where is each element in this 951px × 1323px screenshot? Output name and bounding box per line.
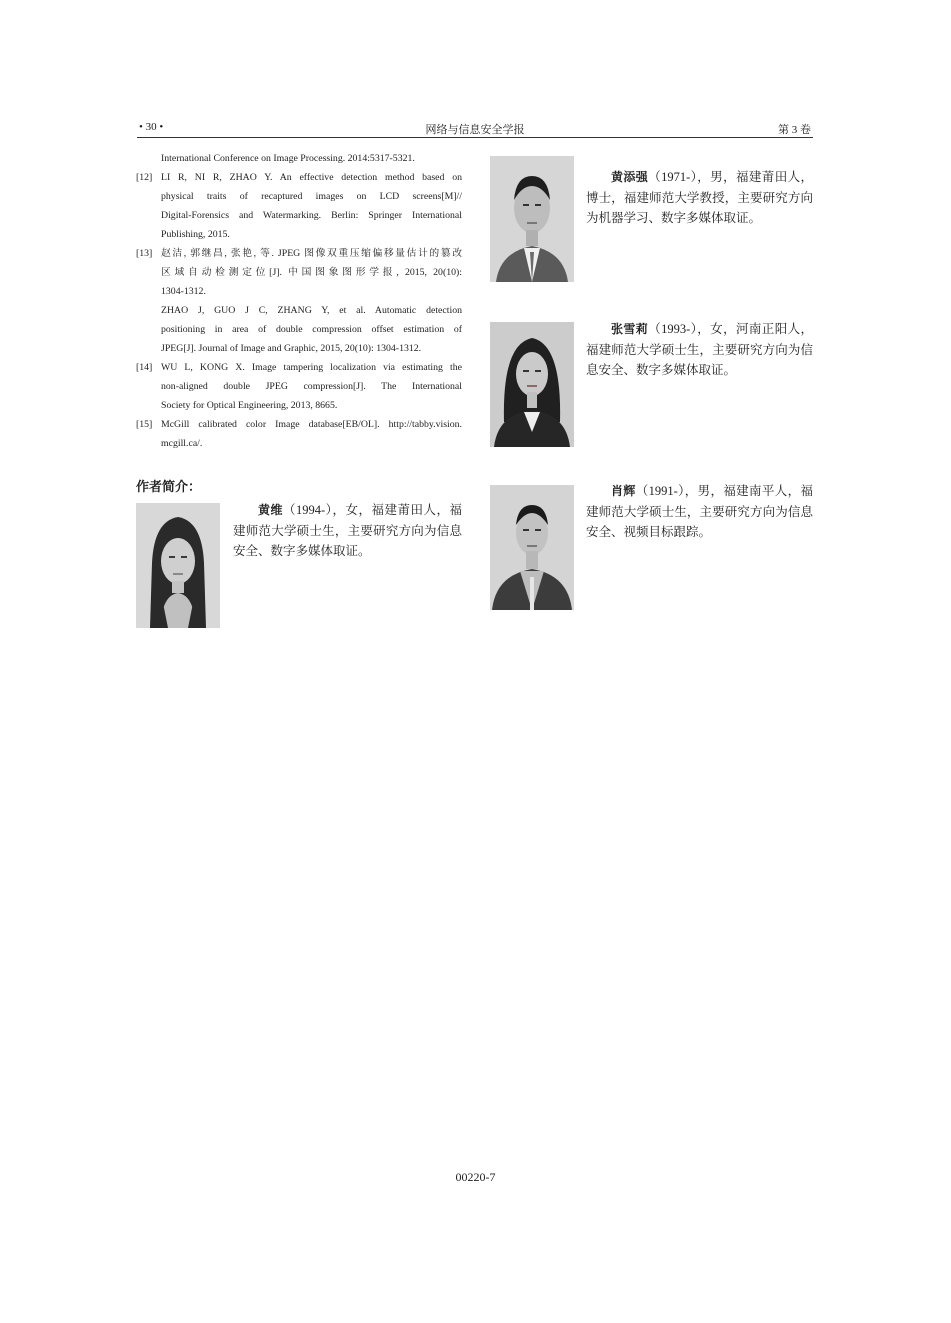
reference-line: Publishing, 2015. [161,229,230,240]
reference-line: JPEG[J]. Journal of Image and Graphic, 2015, 20(10): 1304-1312. [161,343,422,354]
reference-item [136,415,462,453]
author-photo [490,485,574,610]
journal-title: 网络与信息安全学报 [425,124,525,136]
references-list [136,149,462,453]
running-header [137,118,813,138]
reference-number: [12] [136,172,153,183]
reference-line: 赵洁, 郭继昌, 张艳, 等. JPEG 图像双重压缩偏移量估计的篡改 [161,248,462,259]
author-bio [586,319,813,381]
author-name: 张雪莉 [611,322,649,336]
reference-line: positioning in area of double compression offset estimation of [161,324,462,335]
reference-line: International Conference on Image Processing. 2014:5317-5321. [161,153,415,164]
reference-number: [13] [136,248,153,259]
reference-line: 1304-1312. [161,286,206,297]
reference-line: non-aligned double JPEG compression[J]. The International [161,381,462,392]
reference-item [136,358,462,415]
reference-item [136,244,462,358]
reference-line: Digital-Forensics and Watermarking. Berlin: Springer International [161,210,462,221]
author-bio [233,500,462,562]
reference-line: LI R, NI R, ZHAO Y. An effective detection method based on [161,172,462,183]
reference-line: physical traits of recaptured images on LCD screens[M]// [161,191,462,202]
reference-line: WU L, KONG X. Image tampering localization via estimating the [161,362,462,373]
reference-line: Society for Optical Engineering, 2013, 8665. [161,400,338,411]
author-photo [490,156,574,282]
reference-line: mcgill.ca/. [161,438,203,449]
author-description: （1994-），女，福建莆田人，福建师范大学硕士生，主要研究方向为信息安全、数字多媒体取证。 [233,503,462,558]
reference-line: 区域自动检测定位[J]. 中国图象图形学报, 2015, 20(10): [161,267,462,278]
page-number: • 30 • [139,121,164,133]
reference-item [136,149,462,168]
author-description: （1971-），男，福建莆田人，博士，福建师范大学教授，主要研究方向为机器学习、数字多媒体取证。 [586,170,813,225]
reference-number: [15] [136,419,153,430]
reference-item [136,168,462,244]
page-footer: 00220-7 [455,1170,496,1184]
author-photo [136,503,220,628]
authors-section-title: 作者简介： [136,480,202,495]
reference-line: McGill calibrated color Image database[EB/OL]. http://tabby.vision. [161,419,462,430]
author-bio [586,167,813,229]
author-name: 肖辉 [611,484,636,498]
author-name: 黄添强 [611,170,649,184]
author-name: 黄维 [258,503,284,517]
reference-line: ZHAO J, GUO J C, ZHANG Y, et al. Automatic detection [161,305,462,316]
author-bio [586,481,813,543]
reference-number: [14] [136,362,153,373]
author-description: （1993-），女，河南正阳人，福建师范大学硕士生，主要研究方向为信息安全、数字多媒体取证。 [586,322,813,377]
author-photo [490,322,574,447]
volume-label: 第 3 卷 [778,124,811,136]
author-description: （1991-），男，福建南平人，福建师范大学硕士生，主要研究方向为信息安全、视频目标跟踪。 [586,484,813,539]
